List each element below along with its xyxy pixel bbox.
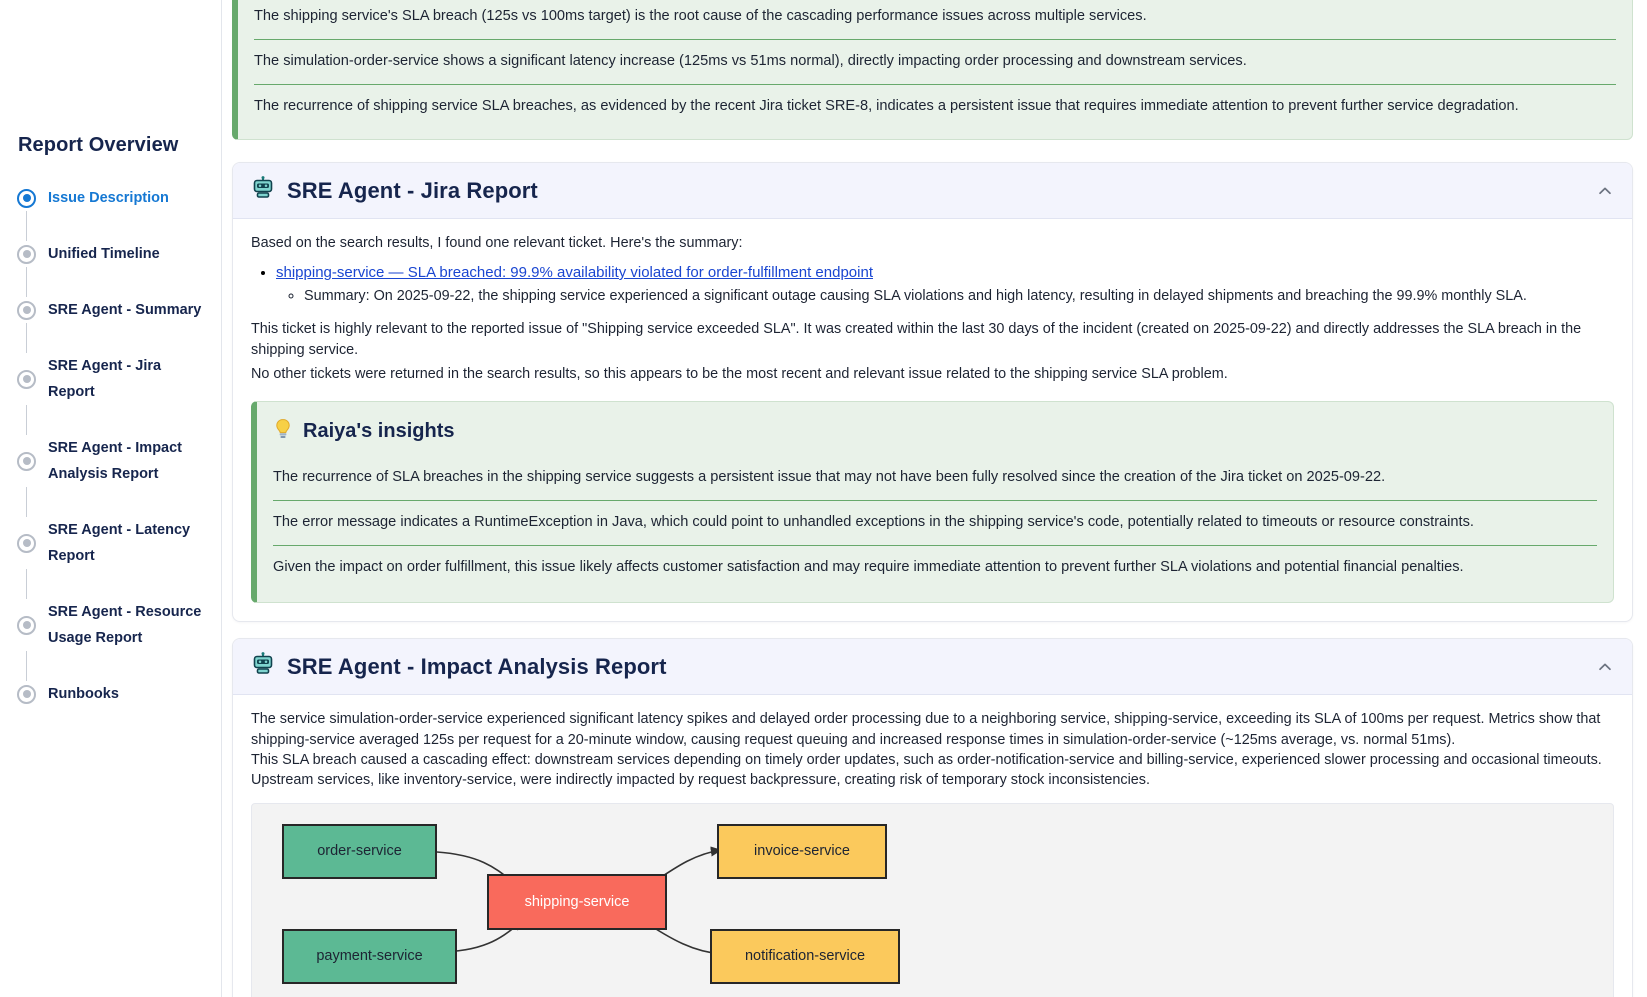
sidebar-item-sre-agent-jira-report[interactable]	[17, 353, 207, 405]
jira-no-other-text: No other tickets were returned in the search results, so this appears to be the most recent and relevant issue related to the shipping service SLA problem.	[251, 366, 1228, 383]
radio-icon[interactable]	[17, 534, 36, 553]
insight-line: The simulation-order-service shows a significant latency increase (125ms vs 51ms normal), directly impacting order processing and downstream services.	[254, 40, 1616, 85]
diagram-node-invoice-service	[717, 824, 887, 879]
nav-connector	[26, 267, 27, 297]
summary-insights-callout	[232, 0, 1633, 140]
lightbulb-icon	[273, 418, 293, 446]
chevron-up-icon[interactable]	[1596, 182, 1614, 200]
radio-icon[interactable]	[17, 370, 36, 389]
sidebar-item-sre-agent-impact-analysis-report[interactable]	[17, 435, 207, 487]
raiya-insights-title: Raiya's insights	[303, 420, 455, 443]
sidebar-item-sre-agent-latency-report[interactable]	[17, 517, 207, 569]
main-content[interactable]	[222, 0, 1647, 997]
robot-icon	[251, 652, 275, 681]
jira-relevance-text: This ticket is highly relevant to the reported issue of "Shipping service exceeded SLA". It was created within the last 30 days of the incident (created on 2025-09-22) and directly addresses the SLA breach in the shipping service.	[251, 321, 1582, 358]
nav-connector	[26, 569, 27, 599]
impact-paragraph: Upstream services, like inventory-service, were indirectly impacted by request backpressure, creating risk of temporary stock inconsistencies.	[251, 772, 1150, 789]
radio-selected-icon[interactable]	[17, 189, 36, 208]
nav-connector	[26, 211, 27, 241]
sidebar-item-label: Issue Description	[48, 190, 169, 206]
list-item	[276, 264, 1614, 307]
radio-icon[interactable]	[17, 685, 36, 704]
impact-paragraph: This SLA breach caused a cascading effect: downstream services depending on timely order updates, such as order-notification-service and billing-service, experienced slower processing and occasional timeouts.	[251, 751, 1602, 768]
impact-analysis-card	[232, 638, 1633, 997]
jira-report-header[interactable]	[233, 163, 1632, 219]
diagram-node-label: order-service	[317, 843, 402, 860]
raiya-insights-title-row	[273, 418, 1597, 446]
radio-icon[interactable]	[17, 245, 36, 264]
diagram-node-order-service	[282, 824, 437, 879]
insight-line: Given the impact on order fulfillment, this issue likely affects customer satisfaction and may require immediate attention to prevent further SLA violations and potential financial penalties.	[273, 558, 1464, 575]
nav-connector	[26, 487, 27, 517]
jira-ticket-link[interactable]: shipping-service — SLA breached: 99.9% availability violated for order-fulfillment endpoint	[276, 263, 873, 281]
sidebar-item-runbooks[interactable]	[17, 681, 207, 707]
robot-icon	[251, 176, 275, 205]
radio-icon[interactable]	[17, 301, 36, 320]
impact-analysis-title: SRE Agent - Impact Analysis Report	[287, 653, 667, 679]
jira-ticket-list	[251, 264, 1614, 307]
sidebar-item-label: SRE Agent - Jira Report	[48, 358, 162, 400]
diagram-node-label: invoice-service	[754, 843, 850, 860]
insight-line: The shipping service's SLA breach (125s vs 100ms target) is the root cause of the cascading performance issues across multiple services.	[254, 0, 1616, 40]
sidebar-item-label: SRE Agent - Impact Analysis Report	[48, 440, 183, 482]
jira-report-body	[233, 219, 1632, 621]
sidebar-item-unified-timeline[interactable]	[17, 241, 207, 267]
diagram-node-notification-service	[710, 929, 900, 984]
sidebar-item-label: SRE Agent - Summary	[48, 302, 202, 318]
report-overview-nav	[17, 185, 207, 707]
sidebar-item-label: SRE Agent - Latency Report	[48, 522, 191, 564]
nav-connector	[26, 651, 27, 681]
diagram-node-label: notification-service	[744, 948, 866, 965]
diagram-node-shipping-service	[487, 874, 667, 930]
impact-analysis-header[interactable]	[233, 639, 1632, 695]
service-dependency-diagram	[251, 803, 1614, 997]
jira-report-title: SRE Agent - Jira Report	[287, 177, 538, 203]
jira-ticket-summary: ◦ Summary: On 2025-09-22, the shipping service experienced a significant outage causing SLA violations and high latency, resulting in delayed shipments and breaching the 99.9% monthly SLA.	[304, 285, 1614, 307]
impact-paragraph: The service simulation-order-service experienced significant latency spikes and delayed order processing due to a neighboring service, shipping-service, exceeding its SLA of 100ms per request. Metrics show that shipping-service averaged 125s per request for a 20-minute window, causing request queuing and increased response times in simulation-order-service (~125ms average, vs. normal 51ms).	[251, 711, 1601, 748]
page-title: Report Overview	[18, 134, 179, 156]
radio-icon[interactable]	[17, 452, 36, 471]
sidebar-item-label: Unified Timeline	[48, 246, 160, 262]
sidebar-item-label: SRE Agent - Resource Usage Report	[48, 604, 202, 646]
impact-analysis-body	[233, 695, 1632, 997]
insight-line: The recurrence of shipping service SLA breaches, as evidenced by the recent Jira ticket SRE-8, indicates a persistent issue that requires immediate attention to prevent further service degradation.	[254, 98, 1519, 115]
nav-connector	[26, 405, 27, 435]
radio-icon[interactable]	[17, 616, 36, 635]
sidebar-item-label: Runbooks	[48, 686, 119, 702]
diagram-node-label: payment-service	[316, 948, 423, 965]
diagram-node-label: shipping-service	[524, 893, 630, 910]
chevron-up-icon[interactable]	[1596, 658, 1614, 676]
sidebar-item-sre-agent-summary[interactable]	[17, 297, 207, 323]
jira-ticket-sublist	[276, 285, 1614, 307]
insight-line: The error message indicates a RuntimeException in Java, which could point to unhandled exceptions in the shipping service's code, potentially related to timeouts or resource constraints.	[273, 501, 1597, 546]
jira-report-card	[232, 162, 1633, 622]
sidebar-item-issue-description[interactable]	[17, 185, 207, 211]
sidebar-item-sre-agent-resource-usage-report[interactable]	[17, 599, 207, 651]
jira-report-header-left	[251, 176, 538, 205]
raiya-insights-callout	[251, 401, 1614, 603]
diagram-node-payment-service	[282, 929, 457, 984]
insight-line: The recurrence of SLA breaches in the shipping service suggests a persistent issue that may not have been fully resolved since the creation of the Jira ticket on 2025-09-22.	[273, 456, 1597, 501]
jira-intro-text: Based on the search results, I found one relevant ticket. Here's the summary:	[251, 235, 743, 252]
nav-connector	[26, 323, 27, 353]
impact-analysis-header-left	[251, 652, 667, 681]
sidebar	[0, 0, 222, 997]
